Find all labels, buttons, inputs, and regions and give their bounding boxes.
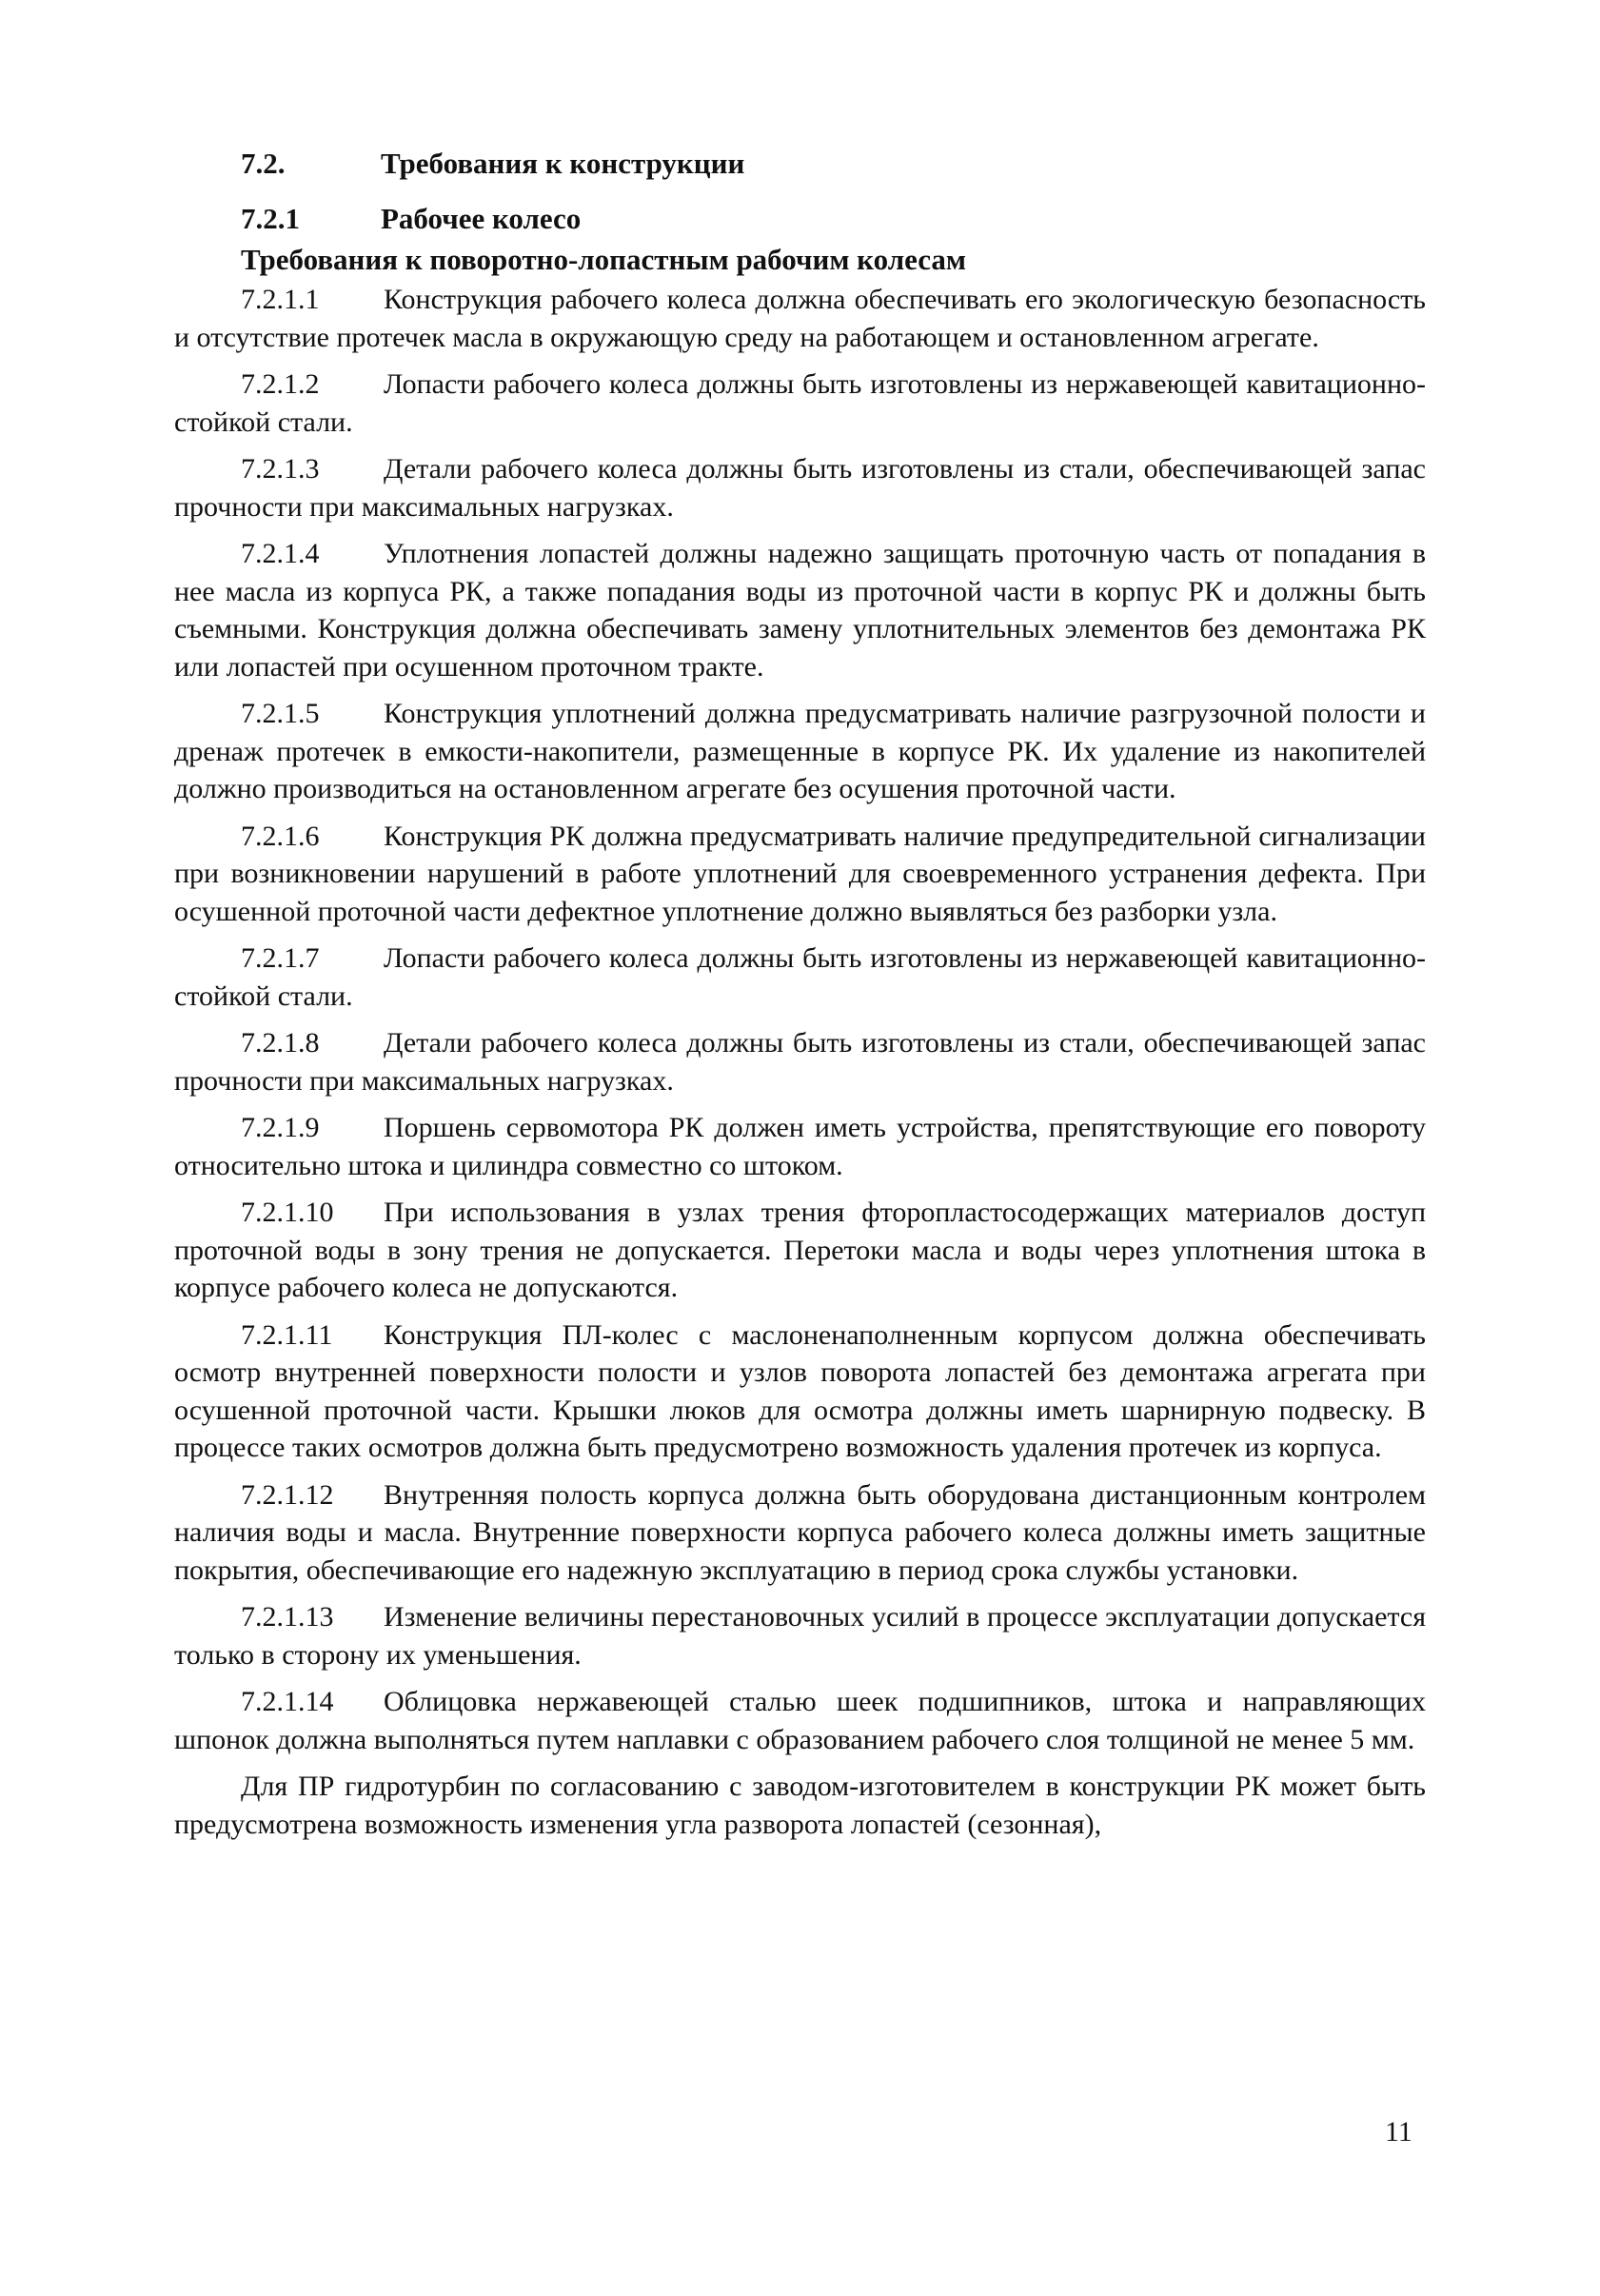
clause-paragraph <box>174 1109 1426 1184</box>
clause-paragraph <box>174 366 1426 441</box>
group-heading: Требования к поворотно-лопастным рабочим колесам <box>241 243 967 276</box>
clause-paragraph <box>174 818 1426 931</box>
subsection-title: Рабочее колесо <box>381 202 582 235</box>
clause-paragraph <box>174 535 1426 685</box>
paragraph-list <box>174 281 1426 1758</box>
clause-number: 7.2.1.6 <box>241 820 320 852</box>
clause-number: 7.2.1.7 <box>241 942 320 974</box>
clause-paragraph <box>174 1316 1426 1467</box>
page-number: 11 <box>1385 2116 1412 2148</box>
clause-number: 7.2.1.3 <box>241 453 320 485</box>
clause-number: 7.2.1.14 <box>241 1686 334 1717</box>
clause-paragraph <box>174 695 1426 808</box>
clause-number: 7.2.1.8 <box>241 1027 320 1059</box>
page-content <box>174 145 1426 1852</box>
clause-text: Детали рабочего колеса должны быть изготовлены из стали, обеспечивающей запас прочности при максимальных нагрузках. <box>174 453 1426 523</box>
clause-text: Облицовка нержавеющей сталью шеек подшипников, штока и направляющих шпонок должна выполняться путем наплавки с образованием рабочего слоя толщиной не менее 5 мм. <box>174 1686 1426 1755</box>
clause-text: Конструкция РК должна предусматривать наличие предупредительной сигнализации при возникновении нарушений в работе уплотнений для своевременного устранения дефекта. При осушенной проточной части дефектное уплотнение должно выявляться без разборки узла. <box>174 820 1426 927</box>
clause-paragraph <box>174 1194 1426 1307</box>
clause-paragraph <box>174 940 1426 1015</box>
clause-text: Лопасти рабочего колеса должны быть изготовлены из нержавеющей кавитационно-стойкой стали. <box>174 942 1426 1012</box>
clause-number: 7.2.1.1 <box>241 284 320 315</box>
clause-text: Изменение величины перестановочных усилий в процессе эксплуатации допускается только в сторону их уменьшения. <box>174 1601 1426 1671</box>
clause-paragraph <box>174 281 1426 356</box>
clause-paragraph <box>174 1476 1426 1590</box>
subsection-heading <box>174 200 1426 238</box>
clause-paragraph <box>174 1598 1426 1673</box>
section-heading <box>174 145 1426 183</box>
clause-paragraph <box>174 1683 1426 1758</box>
clause-text: Конструкция уплотнений должна предусматривать наличие разгрузочной полости и дренаж протечек в емкости-накопители, размещенные в корпусе РК. Их удаление из накопителей должно производиться на остановленном агрегате без осушения проточной части. <box>174 698 1426 804</box>
clause-paragraph <box>174 1024 1426 1099</box>
clause-text: Конструкция рабочего колеса должна обеспечивать его экологическую безопасность и отсутствие протечек масла в окружающую среду на работающем и остановленном агрегате. <box>174 284 1426 353</box>
clause-text: Уплотнения лопастей должны надежно защищать проточную часть от попадания в нее масла из корпуса РК, а также попадания воды из проточной части в корпус РК и должны быть съемными. Конструкция должна обеспечивать замену уплотнительных элементов без демонтажа РК или лопастей при осушенном проточном тракте. <box>174 538 1426 683</box>
clause-number: 7.2.1.9 <box>241 1112 320 1143</box>
subsection-number: 7.2.1 <box>241 202 300 235</box>
clause-number: 7.2.1.10 <box>241 1197 334 1228</box>
clause-number: 7.2.1.2 <box>241 368 320 400</box>
clause-text: Внутренняя полость корпуса должна быть оборудована дистанционным контролем наличия воды и масла. Внутренние поверхности корпуса рабочего колеса должны иметь защитные покрытия, обеспечивающие его надежную эксплуатацию в период срока службы установки. <box>174 1478 1426 1586</box>
clause-text: Конструкция ПЛ-колес с маслоненаполненным корпусом должна обеспечивать осмотр внутренней поверхности полости и узлов поворота лопастей без демонтажа агрегата при осушенной проточной части. Крышки люков для осмотра должны иметь шарнирную подвеску. В процессе таких осмотров должна быть предусмотрено возможность удаления протечек из корпуса. <box>174 1318 1426 1463</box>
clause-number: 7.2.1.4 <box>241 538 320 569</box>
clause-number: 7.2.1.11 <box>241 1318 333 1351</box>
clause-number: 7.2.1.5 <box>241 698 320 729</box>
clause-text: При использования в узлах трения фторопластосодержащих материалов доступ проточной воды в зону трения не допускается. Перетоки масла и воды через уплотнения штока в корпусе рабочего колеса не допускаются. <box>174 1197 1426 1303</box>
final-paragraph: Для ПР гидротурбин по согласованию с заводом-изготовителем в конструкции РК может быть предусмотрена возможность изменения угла разворота лопастей (сезонная), <box>174 1771 1426 1840</box>
clause-number: 7.2.1.13 <box>241 1601 334 1633</box>
section-number: 7.2. <box>241 147 286 180</box>
clause-text: Лопасти рабочего колеса должны быть изготовлены из нержавеющей кавитационно-стойкой стали. <box>174 368 1426 438</box>
clause-text: Поршень сервомотора РК должен иметь устройства, препятствующие его повороту относительно штока и цилиндра совместно со штоком. <box>174 1112 1426 1181</box>
section-title: Требования к конструкции <box>381 147 745 180</box>
clause-paragraph <box>174 450 1426 525</box>
clause-text: Детали рабочего колеса должны быть изготовлены из стали, обеспечивающей запас прочности при максимальных нагрузках. <box>174 1027 1426 1097</box>
clause-number: 7.2.1.12 <box>241 1478 334 1511</box>
